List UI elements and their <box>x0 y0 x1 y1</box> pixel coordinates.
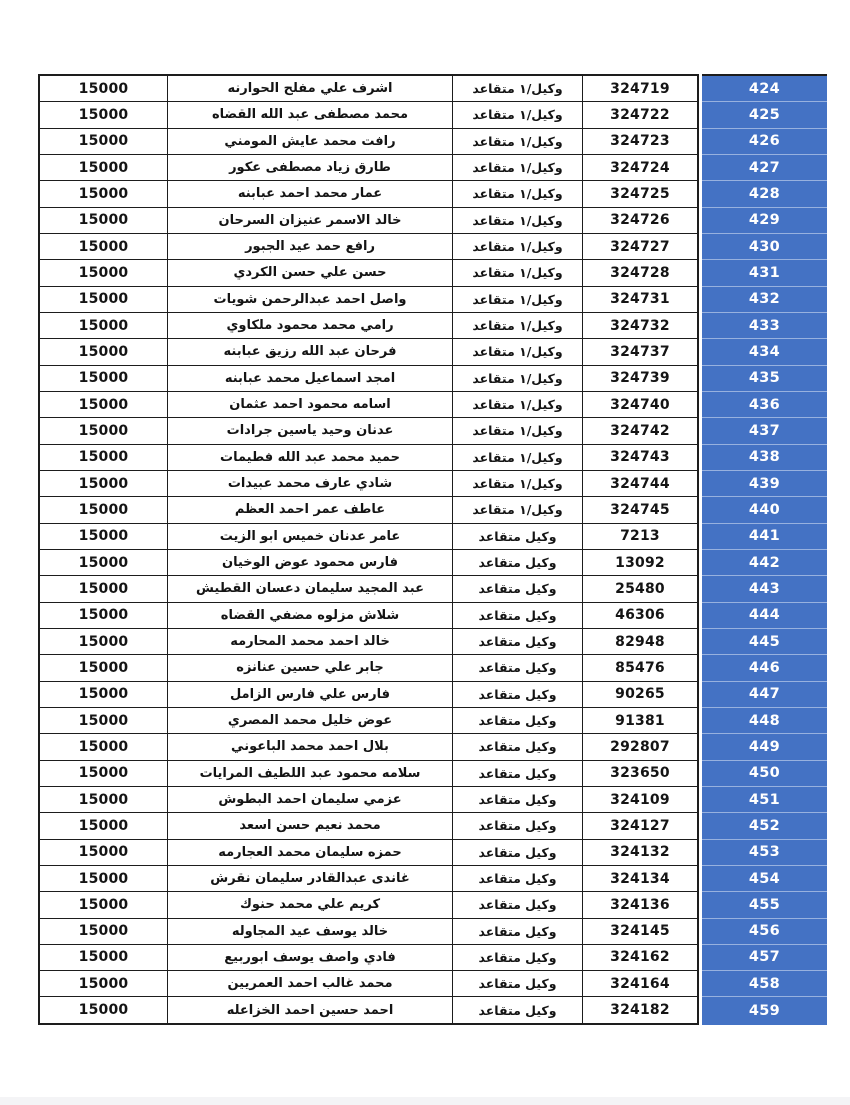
row-number-cell: 458 <box>702 971 827 997</box>
service-number-cell: 324726 <box>583 208 699 234</box>
row-number-cell: 449 <box>702 734 827 760</box>
row-number-cell: 444 <box>702 603 827 629</box>
amount-cell: 15000 <box>38 708 168 734</box>
rank-cell: وكيل/١ متقاعد <box>453 471 583 497</box>
service-number-cell: 324740 <box>583 392 699 418</box>
rank-cell: وكيل/١ متقاعد <box>453 313 583 339</box>
pension-table <box>38 74 827 1025</box>
row-number-cell: 446 <box>702 655 827 681</box>
rank-cell: وكيل متقاعد <box>453 761 583 787</box>
name-cell: خالد يوسف عيد المجاوله <box>168 919 453 945</box>
amount-cell: 15000 <box>38 813 168 839</box>
amount-cell: 15000 <box>38 339 168 365</box>
name-cell: عامر عدنان خميس ابو الزيت <box>168 524 453 550</box>
name-cell: جابر علي حسين عنانزه <box>168 655 453 681</box>
name-cell: اسامه محمود احمد عثمان <box>168 392 453 418</box>
row-number-cell: 434 <box>702 339 827 365</box>
rank-cell: وكيل/١ متقاعد <box>453 497 583 523</box>
name-cell: محمد مصطفى عبد الله القضاه <box>168 102 453 128</box>
table-row <box>38 971 827 997</box>
table-row <box>38 892 827 918</box>
amount-cell: 15000 <box>38 997 168 1024</box>
rank-cell: وكيل/١ متقاعد <box>453 260 583 286</box>
table-row <box>38 603 827 629</box>
amount-cell: 15000 <box>38 155 168 181</box>
service-number-cell: 324136 <box>583 892 699 918</box>
service-number-cell: 324109 <box>583 787 699 813</box>
amount-cell: 15000 <box>38 208 168 234</box>
name-cell: شادي عارف محمد عبيدات <box>168 471 453 497</box>
table-row <box>38 576 827 602</box>
amount-cell: 15000 <box>38 260 168 286</box>
rank-cell: وكيل متقاعد <box>453 629 583 655</box>
table-row <box>38 682 827 708</box>
amount-cell: 15000 <box>38 102 168 128</box>
rank-cell: وكيل متقاعد <box>453 524 583 550</box>
table-row <box>38 339 827 365</box>
table-row <box>38 734 827 760</box>
row-number-cell: 426 <box>702 129 827 155</box>
rank-cell: وكيل متقاعد <box>453 682 583 708</box>
service-number-cell: 324719 <box>583 74 699 102</box>
service-number-cell: 13092 <box>583 550 699 576</box>
name-cell: محمد نعيم حسن اسعد <box>168 813 453 839</box>
service-number-cell: 324744 <box>583 471 699 497</box>
amount-cell: 15000 <box>38 234 168 260</box>
service-number-cell: 324722 <box>583 102 699 128</box>
amount-cell: 15000 <box>38 445 168 471</box>
row-number-cell: 429 <box>702 208 827 234</box>
table-row <box>38 471 827 497</box>
row-number-cell: 455 <box>702 892 827 918</box>
rank-cell: وكيل متقاعد <box>453 603 583 629</box>
rank-cell: وكيل/١ متقاعد <box>453 339 583 365</box>
row-number-cell: 427 <box>702 155 827 181</box>
rank-cell: وكيل/١ متقاعد <box>453 74 583 102</box>
amount-cell: 15000 <box>38 682 168 708</box>
row-number-cell: 454 <box>702 866 827 892</box>
table-row <box>38 497 827 523</box>
rank-cell: وكيل متقاعد <box>453 708 583 734</box>
table-row <box>38 997 827 1024</box>
amount-cell: 15000 <box>38 392 168 418</box>
table-row <box>38 445 827 471</box>
name-cell: فرحان عبد الله رزيق عبابنه <box>168 339 453 365</box>
rank-cell: وكيل متقاعد <box>453 866 583 892</box>
service-number-cell: 324731 <box>583 287 699 313</box>
service-number-cell: 25480 <box>583 576 699 602</box>
rank-cell: وكيل متقاعد <box>453 840 583 866</box>
rank-cell: وكيل متقاعد <box>453 919 583 945</box>
rank-cell: وكيل/١ متقاعد <box>453 102 583 128</box>
name-cell: حميد محمد عبد الله فطيمات <box>168 445 453 471</box>
row-number-cell: 441 <box>702 524 827 550</box>
table-row <box>38 313 827 339</box>
row-number-cell: 438 <box>702 445 827 471</box>
table-row <box>38 74 827 102</box>
name-cell: خالد الاسمر عنيزان السرحان <box>168 208 453 234</box>
rank-cell: وكيل/١ متقاعد <box>453 392 583 418</box>
name-cell: فادي واصف يوسف ابوربيع <box>168 945 453 971</box>
row-number-cell: 456 <box>702 919 827 945</box>
rank-cell: وكيل متقاعد <box>453 945 583 971</box>
rank-cell: وكيل متقاعد <box>453 997 583 1024</box>
service-number-cell: 324743 <box>583 445 699 471</box>
table-row <box>38 524 827 550</box>
amount-cell: 15000 <box>38 471 168 497</box>
amount-cell: 15000 <box>38 971 168 997</box>
row-number-cell: 443 <box>702 576 827 602</box>
name-cell: واصل احمد عبدالرحمن شويات <box>168 287 453 313</box>
rank-cell: وكيل متقاعد <box>453 971 583 997</box>
row-number-cell: 442 <box>702 550 827 576</box>
rank-cell: وكيل/١ متقاعد <box>453 287 583 313</box>
service-number-cell: 91381 <box>583 708 699 734</box>
amount-cell: 15000 <box>38 840 168 866</box>
service-number-cell: 323650 <box>583 761 699 787</box>
service-number-cell: 292807 <box>583 734 699 760</box>
rank-cell: وكيل/١ متقاعد <box>453 129 583 155</box>
amount-cell: 15000 <box>38 524 168 550</box>
service-number-cell: 324134 <box>583 866 699 892</box>
row-number-cell: 431 <box>702 260 827 286</box>
name-cell: رافت محمد عايش المومني <box>168 129 453 155</box>
name-cell: بلال احمد محمد الباعوني <box>168 734 453 760</box>
service-number-cell: 324737 <box>583 339 699 365</box>
rank-cell: وكيل/١ متقاعد <box>453 208 583 234</box>
rank-cell: وكيل/١ متقاعد <box>453 155 583 181</box>
table-row <box>38 919 827 945</box>
rank-cell: وكيل متقاعد <box>453 787 583 813</box>
name-cell: طارق زياد مصطفى عكور <box>168 155 453 181</box>
name-cell: عبد المجيد سليمان دعسان القطيش <box>168 576 453 602</box>
row-number-cell: 453 <box>702 840 827 866</box>
name-cell: سلامه محمود عبد اللطيف المرايات <box>168 761 453 787</box>
service-number-cell: 324164 <box>583 971 699 997</box>
name-cell: عزمي سليمان احمد البطوش <box>168 787 453 813</box>
rank-cell: وكيل/١ متقاعد <box>453 445 583 471</box>
service-number-cell: 324728 <box>583 260 699 286</box>
table-row <box>38 234 827 260</box>
name-cell: عدنان وحيد ياسين جرادات <box>168 418 453 444</box>
table-row <box>38 155 827 181</box>
service-number-cell: 324724 <box>583 155 699 181</box>
row-number-cell: 428 <box>702 181 827 207</box>
table-row <box>38 813 827 839</box>
row-number-cell: 432 <box>702 287 827 313</box>
table-row <box>38 366 827 392</box>
rank-cell: وكيل/١ متقاعد <box>453 181 583 207</box>
name-cell: احمد حسين احمد الخزاعله <box>168 997 453 1024</box>
service-number-cell: 324723 <box>583 129 699 155</box>
service-number-cell: 85476 <box>583 655 699 681</box>
amount-cell: 15000 <box>38 866 168 892</box>
row-number-cell: 457 <box>702 945 827 971</box>
rank-cell: وكيل متقاعد <box>453 813 583 839</box>
amount-cell: 15000 <box>38 945 168 971</box>
name-cell: اشرف علي مفلح الحوارنه <box>168 74 453 102</box>
amount-cell: 15000 <box>38 550 168 576</box>
table-row <box>38 181 827 207</box>
rank-cell: وكيل متقاعد <box>453 734 583 760</box>
service-number-cell: 324732 <box>583 313 699 339</box>
table-row <box>38 629 827 655</box>
service-number-cell: 324725 <box>583 181 699 207</box>
name-cell: حسن علي حسن الكردي <box>168 260 453 286</box>
row-number-cell: 425 <box>702 102 827 128</box>
table-row <box>38 761 827 787</box>
amount-cell: 15000 <box>38 313 168 339</box>
row-number-cell: 447 <box>702 682 827 708</box>
amount-cell: 15000 <box>38 761 168 787</box>
name-cell: محمد غالب احمد العمريين <box>168 971 453 997</box>
amount-cell: 15000 <box>38 787 168 813</box>
row-number-cell: 437 <box>702 418 827 444</box>
service-number-cell: 82948 <box>583 629 699 655</box>
table-row <box>38 866 827 892</box>
row-number-cell: 430 <box>702 234 827 260</box>
amount-cell: 15000 <box>38 129 168 155</box>
service-number-cell: 324742 <box>583 418 699 444</box>
row-number-cell: 433 <box>702 313 827 339</box>
table-row <box>38 208 827 234</box>
amount-cell: 15000 <box>38 603 168 629</box>
name-cell: خالد احمد محمد المحارمه <box>168 629 453 655</box>
name-cell: غاندى عبدالقادر سليمان نقرش <box>168 866 453 892</box>
name-cell: امجد اسماعيل محمد عبابنه <box>168 366 453 392</box>
row-number-cell: 451 <box>702 787 827 813</box>
row-number-cell: 436 <box>702 392 827 418</box>
amount-cell: 15000 <box>38 74 168 102</box>
amount-cell: 15000 <box>38 366 168 392</box>
name-cell: كريم علي محمد حنوك <box>168 892 453 918</box>
amount-cell: 15000 <box>38 287 168 313</box>
amount-cell: 15000 <box>38 655 168 681</box>
service-number-cell: 324727 <box>583 234 699 260</box>
amount-cell: 15000 <box>38 892 168 918</box>
name-cell: فارس محمود عوض الوخيان <box>168 550 453 576</box>
row-number-cell: 440 <box>702 497 827 523</box>
row-number-cell: 450 <box>702 761 827 787</box>
rank-cell: وكيل/١ متقاعد <box>453 366 583 392</box>
rank-cell: وكيل متقاعد <box>453 550 583 576</box>
service-number-cell: 324145 <box>583 919 699 945</box>
amount-cell: 15000 <box>38 734 168 760</box>
service-number-cell: 324745 <box>583 497 699 523</box>
table-row <box>38 287 827 313</box>
rank-cell: وكيل/١ متقاعد <box>453 234 583 260</box>
row-number-cell: 448 <box>702 708 827 734</box>
rank-cell: وكيل متقاعد <box>453 655 583 681</box>
rank-cell: وكيل/١ متقاعد <box>453 418 583 444</box>
table-row <box>38 787 827 813</box>
table-row <box>38 708 827 734</box>
table-row <box>38 102 827 128</box>
row-number-cell: 424 <box>702 74 827 102</box>
name-cell: عاطف عمر احمد العظم <box>168 497 453 523</box>
row-number-cell: 459 <box>702 997 827 1024</box>
service-number-cell: 90265 <box>583 682 699 708</box>
table-row <box>38 129 827 155</box>
service-number-cell: 324739 <box>583 366 699 392</box>
table-row <box>38 392 827 418</box>
amount-cell: 15000 <box>38 576 168 602</box>
service-number-cell: 46306 <box>583 603 699 629</box>
name-cell: فارس علي فارس الزامل <box>168 682 453 708</box>
table-row <box>38 945 827 971</box>
table-row <box>38 260 827 286</box>
amount-cell: 15000 <box>38 919 168 945</box>
row-number-cell: 445 <box>702 629 827 655</box>
amount-cell: 15000 <box>38 418 168 444</box>
rank-cell: وكيل متقاعد <box>453 576 583 602</box>
row-number-cell: 439 <box>702 471 827 497</box>
service-number-cell: 324182 <box>583 997 699 1024</box>
row-number-cell: 435 <box>702 366 827 392</box>
amount-cell: 15000 <box>38 497 168 523</box>
service-number-cell: 324132 <box>583 840 699 866</box>
table-row <box>38 418 827 444</box>
amount-cell: 15000 <box>38 181 168 207</box>
service-number-cell: 324127 <box>583 813 699 839</box>
page-edge-shadow <box>0 1097 850 1105</box>
name-cell: حمزه سليمان محمد العجارمه <box>168 840 453 866</box>
service-number-cell: 324162 <box>583 945 699 971</box>
table-row <box>38 655 827 681</box>
rank-cell: وكيل متقاعد <box>453 892 583 918</box>
table-row <box>38 840 827 866</box>
row-number-cell: 452 <box>702 813 827 839</box>
amount-cell: 15000 <box>38 629 168 655</box>
service-number-cell: 7213 <box>583 524 699 550</box>
name-cell: عمار محمد احمد عبابنه <box>168 181 453 207</box>
name-cell: رافع حمد عيد الجبور <box>168 234 453 260</box>
table-row <box>38 550 827 576</box>
name-cell: رامي محمد محمود ملكاوي <box>168 313 453 339</box>
name-cell: شلاش مزلوه مضفي القضاه <box>168 603 453 629</box>
name-cell: عوض خليل محمد المصري <box>168 708 453 734</box>
